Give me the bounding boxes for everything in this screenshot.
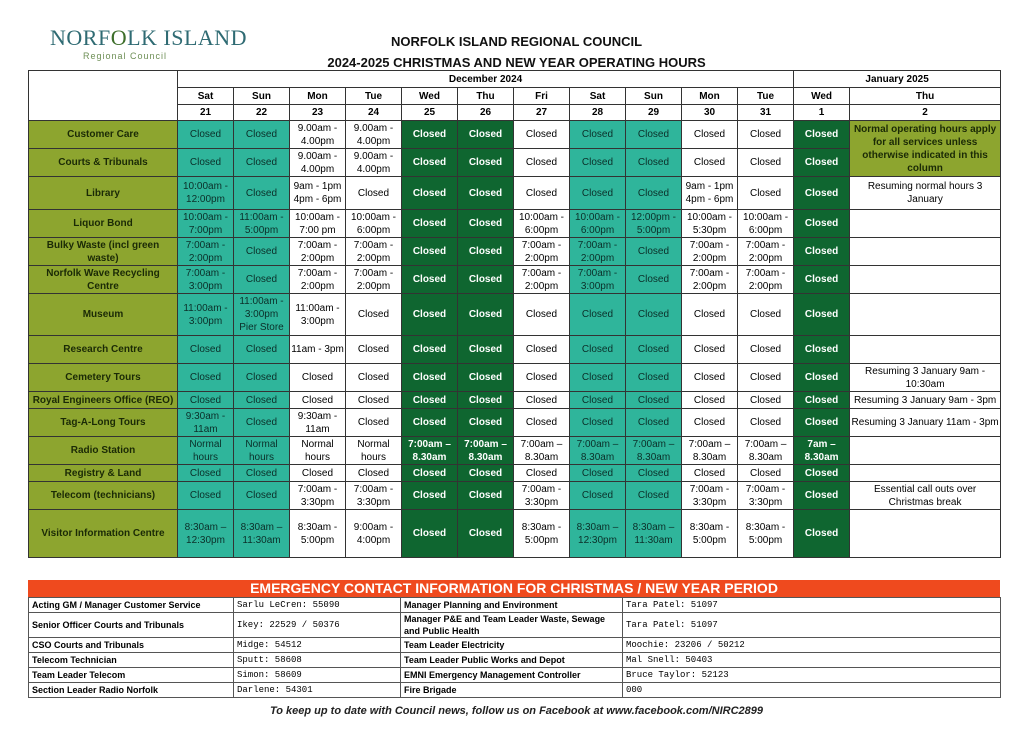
hours-cell: 7:00am - 2:00pm xyxy=(346,238,402,266)
hours-cell: Closed xyxy=(514,149,570,177)
contact-detail: Tara Patel: 51097 xyxy=(623,598,1001,613)
hours-cell: 7:00am - 3:30pm xyxy=(290,482,346,510)
contact-detail: Mal Snell: 50403 xyxy=(623,653,1001,668)
jan2-note: Resuming 3 January 9am - 10:30am xyxy=(850,364,1001,392)
hours-cell: Closed xyxy=(570,392,626,409)
hours-cell: Closed xyxy=(626,364,682,392)
day-name: Sat xyxy=(570,88,626,105)
hours-cell: 9.00am - 4.00pm xyxy=(290,121,346,149)
hours-cell: Closed xyxy=(234,392,290,409)
hours-cell: 8:30am - 5:00pm xyxy=(290,510,346,558)
hours-cell: Closed xyxy=(682,336,738,364)
hours-cell: Closed xyxy=(682,465,738,482)
hours-cell: Closed xyxy=(178,336,234,364)
hours-cell: Closed xyxy=(626,266,682,294)
day-name: Mon xyxy=(290,88,346,105)
hours-cell: 11:00am - 3:00pm xyxy=(290,294,346,336)
hours-cell: Closed xyxy=(458,266,514,294)
hours-cell: 8:30am – 11:30am xyxy=(626,510,682,558)
hours-cell: Closed xyxy=(178,482,234,510)
hours-cell: Closed xyxy=(570,482,626,510)
day-number: 30 xyxy=(682,105,738,121)
hours-cell: Closed xyxy=(178,392,234,409)
hours-cell: 10:00am - 6:00pm xyxy=(570,210,626,238)
hours-cell: Closed xyxy=(514,392,570,409)
contact-role: Fire Brigade xyxy=(401,683,623,698)
hours-cell: Closed xyxy=(234,266,290,294)
hours-cell: Closed xyxy=(794,409,850,437)
hours-cell: Closed xyxy=(626,149,682,177)
jan2-empty xyxy=(850,510,1001,558)
day-number: 23 xyxy=(290,105,346,121)
hours-cell: Closed xyxy=(794,510,850,558)
hours-cell: Closed xyxy=(738,336,794,364)
day-number: 2 xyxy=(850,105,1001,121)
day-name: Sun xyxy=(234,88,290,105)
jan2-note: Resuming 3 January 11am - 3pm xyxy=(850,409,1001,437)
day-number: 22 xyxy=(234,105,290,121)
service-name: Museum xyxy=(29,294,178,336)
table-row xyxy=(29,437,1001,465)
hours-cell: Closed xyxy=(458,177,514,210)
hours-cell: Closed xyxy=(346,336,402,364)
hours-cell: Closed xyxy=(458,336,514,364)
hours-cell: Closed xyxy=(738,392,794,409)
page-subtitle: 2024-2025 CHRISTMAS AND NEW YEAR OPERATING HOURS xyxy=(327,55,706,70)
contact-role: Senior Officer Courts and Tribunals xyxy=(29,613,234,638)
hours-cell: 10:00am - 12:00pm xyxy=(178,177,234,210)
service-name: Tag-A-Long Tours xyxy=(29,409,178,437)
hours-cell: 10:00am - 7:00pm xyxy=(178,210,234,238)
table-row xyxy=(29,177,1001,210)
table-row xyxy=(29,294,1001,336)
hours-cell: Closed xyxy=(346,364,402,392)
month-december: December 2024 xyxy=(178,71,794,88)
hours-cell: 7:00am - 2:00pm xyxy=(682,266,738,294)
hours-cell: 10:00am - 7:00 pm xyxy=(290,210,346,238)
hours-cell: 9:00am - 4:00pm xyxy=(346,510,402,558)
hours-cell: Closed xyxy=(458,210,514,238)
service-name: Telecom (technicians) xyxy=(29,482,178,510)
hours-cell: Closed xyxy=(738,177,794,210)
hours-cell: Closed xyxy=(234,482,290,510)
contact-role: Telecom Technician xyxy=(29,653,234,668)
hours-cell: Closed xyxy=(402,294,458,336)
hours-cell: Closed xyxy=(682,364,738,392)
hours-cell: 7:00am – 8.30am xyxy=(626,437,682,465)
hours-cell: Closed xyxy=(458,510,514,558)
day-name: Fri xyxy=(514,88,570,105)
hours-cell: Closed xyxy=(234,238,290,266)
hours-cell: Closed xyxy=(794,266,850,294)
hours-cell: 7:00am - 3:00pm xyxy=(178,266,234,294)
month-january: January 2025 xyxy=(794,71,1001,88)
hours-cell: Closed xyxy=(626,294,682,336)
table-row xyxy=(29,238,1001,266)
hours-cell: 7:00am - 2:00pm xyxy=(738,238,794,266)
jan2-note: Normal operating hours apply for all services unless otherwise indicated in this column xyxy=(850,121,1001,177)
hours-cell: Closed xyxy=(458,364,514,392)
hours-cell: Closed xyxy=(402,465,458,482)
hours-cell: Closed xyxy=(626,336,682,364)
hours-cell: Closed xyxy=(514,364,570,392)
hours-cell: Closed xyxy=(794,482,850,510)
day-number: 26 xyxy=(458,105,514,121)
logo-subtitle: Regional Council xyxy=(82,51,168,61)
table-row xyxy=(29,121,1001,149)
hours-cell: Closed xyxy=(514,409,570,437)
hours-cell: 11:00am - 5:00pm xyxy=(234,210,290,238)
hours-cell: Closed xyxy=(514,294,570,336)
hours-cell: 7:00am - 3:30pm xyxy=(346,482,402,510)
jan2-empty xyxy=(850,336,1001,364)
contact-role: Team Leader Telecom xyxy=(29,668,234,683)
hours-cell: Closed xyxy=(458,238,514,266)
hours-cell: 8:30am – 12:30pm xyxy=(570,510,626,558)
table-row xyxy=(29,336,1001,364)
hours-cell: Closed xyxy=(570,409,626,437)
hours-cell: Closed xyxy=(514,336,570,364)
hours-cell: Closed xyxy=(682,121,738,149)
hours-cell: Closed xyxy=(458,149,514,177)
hours-cell: 7:00am - 3:30pm xyxy=(682,482,738,510)
hours-cell: Closed xyxy=(738,409,794,437)
table-row xyxy=(29,210,1001,238)
hours-cell: Closed xyxy=(290,465,346,482)
table-row xyxy=(29,465,1001,482)
contact-role: Manager Planning and Environment xyxy=(401,598,623,613)
page-title: NORFOLK ISLAND REGIONAL COUNCIL xyxy=(390,34,643,49)
contact-detail: Moochie: 23206 / 50212 xyxy=(623,638,1001,653)
hours-cell: Closed xyxy=(346,177,402,210)
hours-cell: Closed xyxy=(794,294,850,336)
contact-detail: Sarlu LeCren: 55090 xyxy=(234,598,401,613)
hours-cell: 7:00am - 3:30pm xyxy=(514,482,570,510)
service-name: Liquor Bond xyxy=(29,210,178,238)
hours-cell: Closed xyxy=(682,392,738,409)
hours-cell: Closed xyxy=(514,465,570,482)
service-name: Library xyxy=(29,177,178,210)
hours-cell: Normal hours xyxy=(178,437,234,465)
day-name: Mon xyxy=(682,88,738,105)
hours-cell: Closed xyxy=(178,149,234,177)
facebook-footer: To keep up to date with Council news, follow us on Facebook at www.facebook.com/NIRC2899 xyxy=(269,705,764,717)
day-name: Thu xyxy=(850,88,1001,105)
hours-cell: Closed xyxy=(402,336,458,364)
hours-cell: 7:00am - 2:00pm xyxy=(346,266,402,294)
hours-cell: Closed xyxy=(794,238,850,266)
hours-cell: 7:00am – 8.30am xyxy=(402,437,458,465)
hours-cell: 8:30am - 5:00pm xyxy=(682,510,738,558)
hours-cell: Closed xyxy=(794,121,850,149)
jan2-empty xyxy=(850,238,1001,266)
hours-cell: 7:00am – 8.30am xyxy=(570,437,626,465)
hours-cell: Closed xyxy=(234,409,290,437)
hours-cell: Closed xyxy=(570,294,626,336)
logo-wordmark: NORFOLK ISLAND xyxy=(50,25,248,50)
hours-cell: Closed xyxy=(346,465,402,482)
hours-cell: Closed xyxy=(234,336,290,364)
hours-cell: 10:00am - 6:00pm xyxy=(346,210,402,238)
hours-cell: 9.00am - 4.00pm xyxy=(346,149,402,177)
emergency-contact-heading: EMERGENCY CONTACT INFORMATION FOR CHRISTMAS / NEW YEAR PERIOD xyxy=(28,580,1000,597)
hours-cell: Closed xyxy=(570,177,626,210)
hours-cell: Closed xyxy=(402,149,458,177)
hours-cell: Closed xyxy=(682,149,738,177)
hours-cell: Closed xyxy=(626,392,682,409)
hours-cell: Closed xyxy=(346,294,402,336)
hours-cell: Closed xyxy=(570,364,626,392)
jan2-empty xyxy=(850,294,1001,336)
table-row xyxy=(29,510,1001,558)
hours-cell: Closed xyxy=(458,482,514,510)
jan2-empty xyxy=(850,266,1001,294)
hours-cell: Closed xyxy=(626,465,682,482)
hours-cell: 8:30am – 11:30am xyxy=(234,510,290,558)
hours-cell: 7:00am - 3:30pm xyxy=(738,482,794,510)
day-name: Wed xyxy=(402,88,458,105)
hours-cell: Closed xyxy=(290,392,346,409)
hours-cell: Closed xyxy=(402,409,458,437)
hours-cell: 9am - 1pm 4pm - 6pm xyxy=(290,177,346,210)
hours-cell: Closed xyxy=(794,364,850,392)
hours-cell: Closed xyxy=(794,392,850,409)
hours-cell: Closed xyxy=(402,510,458,558)
contact-row xyxy=(29,598,1001,613)
contact-row xyxy=(29,653,1001,668)
contact-row xyxy=(29,683,1001,698)
hours-cell: Closed xyxy=(178,121,234,149)
hours-cell: 7:00am - 2:00pm xyxy=(514,266,570,294)
hours-cell: Closed xyxy=(738,364,794,392)
contact-role: Section Leader Radio Norfolk xyxy=(29,683,234,698)
service-name: Bulky Waste (incl green waste) xyxy=(29,238,178,266)
hours-cell: 7:00am – 8.30am xyxy=(514,437,570,465)
jan2-note: Resuming normal hours 3 January xyxy=(850,177,1001,210)
hours-cell: 9:30am - 11am xyxy=(290,409,346,437)
hours-cell: Closed xyxy=(234,121,290,149)
hours-cell: Closed xyxy=(682,294,738,336)
hours-cell: Normal hours xyxy=(234,437,290,465)
hours-cell: Closed xyxy=(794,210,850,238)
hours-cell: Closed xyxy=(626,482,682,510)
contact-detail: Tara Patel: 51097 xyxy=(623,613,1001,638)
day-name: Sat xyxy=(178,88,234,105)
hours-cell: Closed xyxy=(234,364,290,392)
hours-cell: Closed xyxy=(402,392,458,409)
hours-cell: Closed xyxy=(794,336,850,364)
contact-role: EMNI Emergency Management Controller xyxy=(401,668,623,683)
hours-cell: Closed xyxy=(458,294,514,336)
hours-cell: 12:00pm - 5:00pm xyxy=(626,210,682,238)
service-name: Cemetery Tours xyxy=(29,364,178,392)
hours-cell: Closed xyxy=(234,149,290,177)
contact-role: Team Leader Electricity xyxy=(401,638,623,653)
contact-role: Acting GM / Manager Customer Service xyxy=(29,598,234,613)
jan2-note: Resuming 3 January 9am - 3pm xyxy=(850,392,1001,409)
hours-cell: Closed xyxy=(626,238,682,266)
hours-cell: Closed xyxy=(402,121,458,149)
service-name: Royal Engineers Office (REO) xyxy=(29,392,178,409)
contact-detail: Darlene: 54301 xyxy=(234,683,401,698)
hours-cell: Closed xyxy=(346,392,402,409)
table-row xyxy=(29,266,1001,294)
hours-cell: Closed xyxy=(738,121,794,149)
hours-cell: Closed xyxy=(234,465,290,482)
hours-cell: 7:00am - 2:00pm xyxy=(738,266,794,294)
table-row xyxy=(29,364,1001,392)
emergency-contact-table xyxy=(28,597,1001,698)
table-row xyxy=(29,409,1001,437)
day-name: Wed xyxy=(794,88,850,105)
hours-cell: Closed xyxy=(738,294,794,336)
hours-cell: Closed xyxy=(794,149,850,177)
hours-cell: 7:00am - 2:00pm xyxy=(682,238,738,266)
hours-cell: Closed xyxy=(570,121,626,149)
hours-cell: Closed xyxy=(178,465,234,482)
service-name: Courts & Tribunals xyxy=(29,149,178,177)
day-number: 27 xyxy=(514,105,570,121)
header-corner xyxy=(29,71,178,121)
hours-cell: Closed xyxy=(514,177,570,210)
hours-cell: Closed xyxy=(570,336,626,364)
hours-cell: 7:00am - 3:00pm xyxy=(570,266,626,294)
contact-detail: 000 xyxy=(623,683,1001,698)
hours-cell: Closed xyxy=(402,210,458,238)
hours-cell: 8:30am - 5:00pm xyxy=(738,510,794,558)
hours-cell: 7:00am - 2:00pm xyxy=(514,238,570,266)
hours-cell: 8:30am - 5:00pm xyxy=(514,510,570,558)
hours-cell: Closed xyxy=(458,409,514,437)
hours-cell: Closed xyxy=(402,482,458,510)
day-number: 29 xyxy=(626,105,682,121)
hours-cell: Closed xyxy=(458,392,514,409)
hours-cell: Closed xyxy=(794,177,850,210)
contact-role: Manager P&E and Team Leader Waste, Sewage and Public Health xyxy=(401,613,623,638)
hours-cell: 9.00am - 4.00pm xyxy=(290,149,346,177)
hours-cell: Closed xyxy=(738,465,794,482)
hours-cell: 7:00am - 2:00pm xyxy=(178,238,234,266)
hours-cell: 7:00am - 2:00pm xyxy=(290,266,346,294)
hours-cell: 7:00am - 2:00pm xyxy=(570,238,626,266)
jan2-empty xyxy=(850,465,1001,482)
hours-cell: Closed xyxy=(682,409,738,437)
hours-cell: Closed xyxy=(458,121,514,149)
hours-cell: 7:00am - 2:00pm xyxy=(290,238,346,266)
hours-cell: Closed xyxy=(458,465,514,482)
hours-cell: 9:30am - 11am xyxy=(178,409,234,437)
contact-role: CSO Courts and Tribunals xyxy=(29,638,234,653)
hours-cell: 11:00am - 3:00pm xyxy=(178,294,234,336)
hours-cell: Closed xyxy=(346,409,402,437)
hours-cell: Normal hours xyxy=(346,437,402,465)
contact-detail: Bruce Taylor: 52123 xyxy=(623,668,1001,683)
table-row xyxy=(29,482,1001,510)
hours-cell: Closed xyxy=(290,364,346,392)
hours-cell: Closed xyxy=(402,364,458,392)
service-name: Visitor Information Centre xyxy=(29,510,178,558)
day-number: 31 xyxy=(738,105,794,121)
hours-cell: Closed xyxy=(570,149,626,177)
hours-cell: Closed xyxy=(402,238,458,266)
operating-hours-table xyxy=(28,70,1001,558)
hours-cell: 7:00am – 8.30am xyxy=(682,437,738,465)
hours-cell: 7am – 8.30am xyxy=(794,437,850,465)
hours-cell: Closed xyxy=(402,266,458,294)
hours-cell: Closed xyxy=(794,465,850,482)
jan2-empty xyxy=(850,437,1001,465)
jan2-note: Essential call outs over Christmas break xyxy=(850,482,1001,510)
day-name: Sun xyxy=(626,88,682,105)
day-name: Tue xyxy=(346,88,402,105)
service-name: Registry & Land xyxy=(29,465,178,482)
hours-cell: Closed xyxy=(738,149,794,177)
hours-cell: 7:00am – 8.30am xyxy=(458,437,514,465)
contact-detail: Sputt: 58608 xyxy=(234,653,401,668)
hours-cell: 11am - 3pm xyxy=(290,336,346,364)
hours-cell: Closed xyxy=(178,364,234,392)
jan2-empty xyxy=(850,210,1001,238)
hours-cell: 9am - 1pm 4pm - 6pm xyxy=(682,177,738,210)
service-name: Customer Care xyxy=(29,121,178,149)
day-number: 1 xyxy=(794,105,850,121)
hours-cell: Closed xyxy=(570,465,626,482)
hours-cell: Closed xyxy=(626,177,682,210)
service-name: Radio Station xyxy=(29,437,178,465)
contact-detail: Simon: 58609 xyxy=(234,668,401,683)
hours-cell: Closed xyxy=(514,121,570,149)
day-number: 25 xyxy=(402,105,458,121)
contact-detail: Midge: 54512 xyxy=(234,638,401,653)
contact-row xyxy=(29,613,1001,638)
day-number: 21 xyxy=(178,105,234,121)
contact-row xyxy=(29,638,1001,653)
contact-role: Team Leader Public Works and Depot xyxy=(401,653,623,668)
hours-cell: 10:00am - 5:30pm xyxy=(682,210,738,238)
hours-cell: 9.00am - 4.00pm xyxy=(346,121,402,149)
contact-detail: Ikey: 22529 / 50376 xyxy=(234,613,401,638)
hours-cell: 11:00am - 3:00pm Pier Store xyxy=(234,294,290,336)
day-name: Tue xyxy=(738,88,794,105)
service-name: Research Centre xyxy=(29,336,178,364)
hours-cell: Closed xyxy=(234,177,290,210)
hours-cell: 10:00am - 6:00pm xyxy=(738,210,794,238)
hours-cell: 8:30am – 12:30pm xyxy=(178,510,234,558)
hours-cell: Normal hours xyxy=(290,437,346,465)
contact-row xyxy=(29,668,1001,683)
day-number: 24 xyxy=(346,105,402,121)
table-row xyxy=(29,392,1001,409)
hours-cell: 7:00am – 8.30am xyxy=(738,437,794,465)
hours-cell: Closed xyxy=(626,121,682,149)
hours-cell: 10:00am - 6:00pm xyxy=(514,210,570,238)
day-number: 28 xyxy=(570,105,626,121)
day-name: Thu xyxy=(458,88,514,105)
service-name: Norfolk Wave Recycling Centre xyxy=(29,266,178,294)
hours-cell: Closed xyxy=(626,409,682,437)
hours-cell: Closed xyxy=(402,177,458,210)
